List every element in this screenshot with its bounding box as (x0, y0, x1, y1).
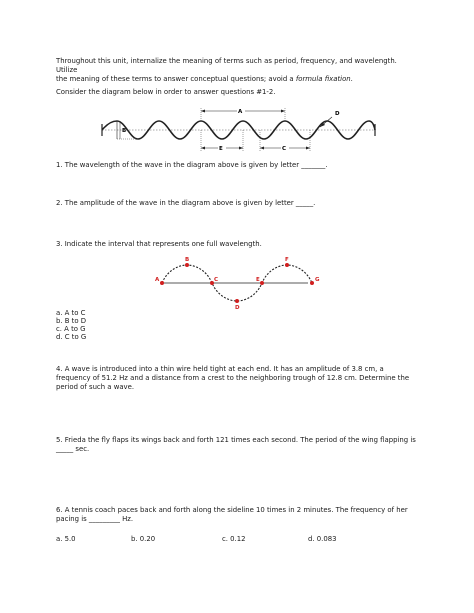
intro-line2: the meaning of these terms to answer conceptual questions; avoid a (56, 75, 296, 83)
label-a: A (238, 109, 243, 115)
label-d: D (335, 111, 340, 117)
marker-e (201, 130, 243, 152)
marker-d (320, 111, 340, 127)
question-2: 2. The amplitude of the wave in the diagram above is given by letter _____. (56, 199, 316, 207)
wave-diagram-2 (150, 255, 325, 315)
consider-text: Consider the diagram below in order to answer questions #1-2. (56, 88, 276, 96)
question-1: 1. The wavelength of the wave in the diagram above is given by letter _______. (56, 161, 328, 169)
question-5: 5. Frieda the fly flaps its wings back and forth 121 times each second. The period of the wing flapping is _____ sec. (56, 436, 416, 453)
option-3b: b. B to D (56, 317, 87, 325)
point-label-f: F (285, 257, 289, 263)
question-4: 4. A wave is introduced into a thin wire held tight at each end. It has an amplitude of 3.8 cm, a frequency of 51.2 Hz and a distance from a crest to the neighboring trough of 12.8 cm. Determine the period of such a wave. (56, 365, 410, 391)
label-c: C (282, 146, 287, 152)
intro-period: . (350, 75, 353, 83)
option-6c: c. 0.12 (222, 535, 246, 543)
option-3a: a. A to C (56, 309, 86, 317)
point-label-c: C (214, 277, 219, 283)
marker-c (260, 130, 310, 152)
label-b: B (122, 128, 127, 134)
option-6b: b. 0.20 (131, 535, 156, 543)
option-6d: d. 0.083 (308, 535, 337, 543)
point-label-b: B (185, 257, 190, 263)
option-3c: c. A to G (56, 325, 86, 333)
question-3: 3. Indicate the interval that represents one full wavelength. (56, 240, 262, 248)
wave-diagram-1 (100, 103, 380, 155)
question-6: 6. A tennis coach paces back and forth along the sideline 10 times in 2 minutes. The frequency of her pacing is _________ Hz. (56, 506, 408, 523)
option-3d: d. C to G (56, 333, 87, 341)
intro-line1: Throughout this unit, internalize the meaning of terms such as period, frequency, and wavelength. Utilize (56, 57, 397, 74)
intro-italic: formula fixation (295, 75, 351, 83)
point-label-e: E (256, 277, 260, 283)
intro-paragraph (56, 57, 418, 84)
point-label-d: D (235, 305, 240, 311)
label-e: E (219, 146, 223, 152)
option-6a: a. 5.0 (56, 535, 76, 543)
point-label-g: G (315, 277, 320, 283)
marker-a (201, 107, 285, 121)
point-label-a: A (155, 277, 160, 283)
